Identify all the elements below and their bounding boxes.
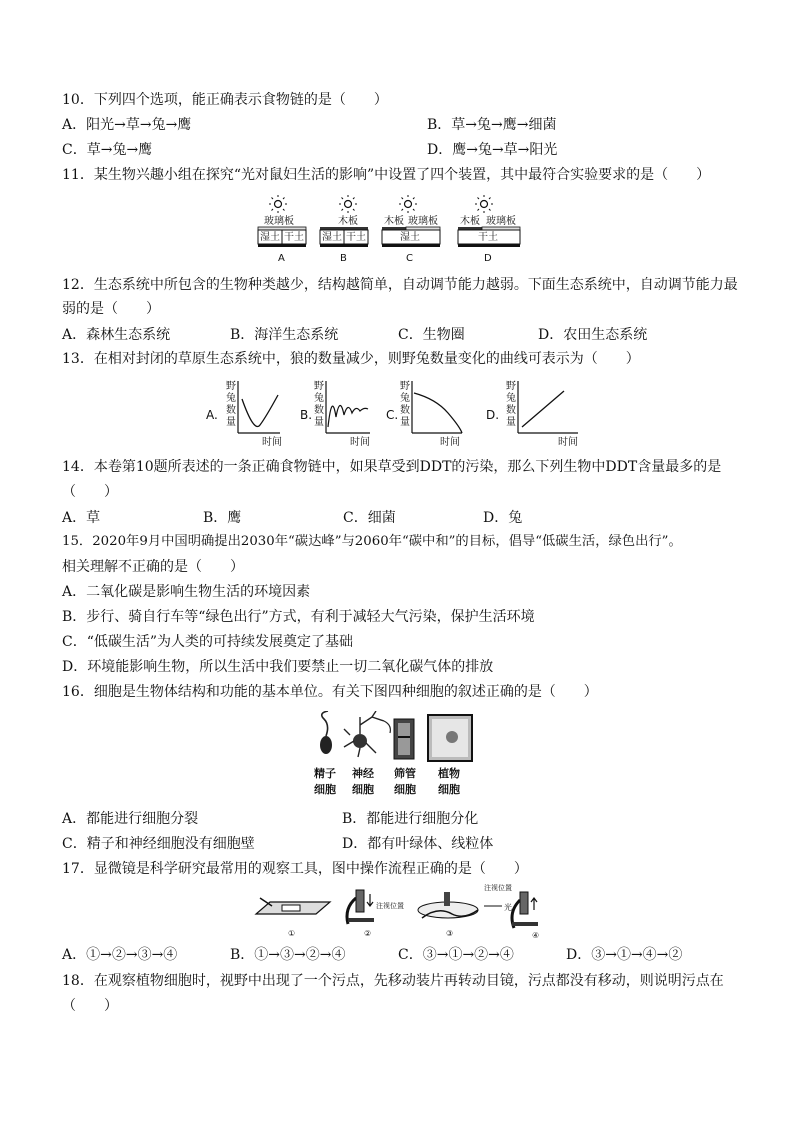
- q14-option-c: C．细菌: [343, 510, 396, 526]
- q16-stem: 16．细胞是生物体结构和功能的基本单位。有关下图四种细胞的叙述正确的是（ ）: [62, 684, 598, 700]
- svg-text:干土: 干土: [284, 232, 304, 243]
- q15-option-d: D．环境能影响生物，所以生活中我们要禁止一切二氧化碳气体的排放: [62, 659, 494, 675]
- q10-stem: 10．下列四个选项，能正确表示食物链的是（ ）: [62, 92, 388, 108]
- svg-text:时间: 时间: [262, 437, 282, 448]
- svg-text:玻璃板: 玻璃板: [486, 216, 516, 227]
- plant-cell-image: [428, 715, 472, 761]
- curve-c: [414, 393, 462, 433]
- q12-stem-line1: 12．生态系统中所包含的生物种类越少，结构越简单，自动调节能力越弱。下面生态系统中，自动调节能力最: [62, 277, 738, 293]
- svg-text:时间: 时间: [440, 437, 460, 448]
- step3-light-image: [418, 892, 512, 938]
- q15-option-c: C．“低碳生活”为人类的可持续发展奠定了基础: [62, 634, 354, 650]
- q10-option-c: C．草→兔→鹰: [62, 142, 153, 158]
- svg-text:兔: 兔: [506, 393, 516, 404]
- svg-text:精子: 精子: [314, 767, 336, 780]
- q17-stem: 17．显微镜是科学研究最常用的观察工具，图中操作流程正确的是（ ）: [62, 861, 528, 877]
- q16-option-c: C．精子和神经细胞没有细胞壁: [62, 836, 255, 852]
- device-a: [258, 195, 306, 264]
- step4-microscope-image: [484, 884, 539, 940]
- graph-b: [300, 380, 370, 448]
- svg-text:④: ④: [532, 931, 540, 940]
- svg-text:兔: 兔: [400, 393, 410, 404]
- graph-d: [486, 380, 578, 448]
- q16-figure: [314, 711, 484, 801]
- curve-d: [522, 391, 564, 427]
- device-c: [382, 195, 440, 264]
- q18-stem-line1: 18．在观察植物细胞时，视野中出现了一个污点，先移动装片再转动目镜，污点都没有移动，则说明污点在: [62, 973, 724, 989]
- q14-option-a: A．草: [62, 510, 101, 526]
- q11-stem: 11．某生物兴趣小组在探究“光对鼠妇生活的影响”中设置了四个装置，其中最符合实验要求的是（ ）: [62, 167, 711, 183]
- svg-text:C: C: [406, 253, 413, 264]
- svg-text:时间: 时间: [558, 437, 578, 448]
- svg-text:湿土: 湿土: [400, 232, 420, 243]
- curve-b: [328, 405, 368, 427]
- svg-text:细胞: 细胞: [314, 783, 336, 796]
- sperm-cell-image: [320, 711, 332, 754]
- svg-text:注视位置: 注视位置: [376, 902, 404, 910]
- svg-text:②: ②: [364, 929, 372, 938]
- svg-text:植物: 植物: [438, 767, 460, 780]
- q14-stem-line2: （ ）: [62, 484, 118, 500]
- svg-text:A: A: [278, 253, 285, 264]
- q17-figure: [252, 884, 552, 942]
- svg-text:细胞: 细胞: [438, 783, 460, 796]
- q12-option-b: B．海洋生态系统: [230, 327, 339, 343]
- svg-text:兔: 兔: [226, 393, 236, 404]
- graph-a: [206, 380, 282, 448]
- svg-text:筛管: 筛管: [394, 767, 416, 780]
- graph-c: [386, 380, 462, 448]
- svg-text:野: 野: [314, 381, 324, 392]
- sun-icon: [345, 201, 352, 208]
- q10-option-a: A．阳光→草→兔→鹰: [62, 117, 192, 133]
- svg-text:湿土: 湿土: [260, 232, 280, 243]
- svg-text:①: ①: [288, 929, 296, 938]
- svg-text:数: 数: [226, 405, 236, 416]
- svg-text:D: D: [484, 253, 492, 264]
- svg-text:D.: D.: [486, 408, 500, 422]
- sieve-tube-image: [394, 719, 414, 759]
- svg-text:数: 数: [400, 405, 410, 416]
- svg-text:量: 量: [506, 417, 516, 428]
- q12-option-a: A．森林生态系统: [62, 327, 171, 343]
- svg-text:量: 量: [226, 417, 236, 428]
- svg-text:兔: 兔: [314, 393, 324, 404]
- svg-text:木板: 木板: [384, 216, 404, 227]
- q11-figure: [252, 194, 542, 266]
- q16-option-d: D．都有叶绿体、线粒体: [342, 836, 494, 852]
- sun-icon: [481, 201, 488, 208]
- svg-text:细胞: 细胞: [394, 783, 416, 796]
- device-b: [320, 195, 368, 264]
- q14-option-b: B．鹰: [203, 510, 242, 526]
- label-top: 玻璃板: [264, 216, 294, 227]
- svg-text:木板: 木板: [338, 216, 358, 227]
- svg-text:神经: 神经: [352, 767, 374, 780]
- svg-text:湿土: 湿土: [322, 232, 342, 243]
- q14-stem-line1: 14．本卷第10题所表述的一条正确食物链中，如果草受到DDT的污染，那么下列生物中DDT含量最多的是: [62, 459, 722, 475]
- svg-text:量: 量: [400, 417, 410, 428]
- step1-slide-image: [256, 898, 330, 938]
- svg-text:野: 野: [226, 381, 236, 392]
- svg-text:野: 野: [506, 381, 516, 392]
- q15-stem-line1: 15．2020年9月中国明确提出2030年“碳达峰”与2060年“碳中和”的目标，倡导“低碳生活，绿色出行”。: [62, 534, 682, 549]
- svg-text:干土: 干土: [478, 232, 498, 243]
- svg-text:时间: 时间: [350, 437, 370, 448]
- svg-text:数: 数: [314, 405, 324, 416]
- q15-option-b: B．步行、骑自行车等“绿色出行”方式，有利于减轻大气污染，保护生活环境: [62, 609, 535, 625]
- svg-text:C.: C.: [386, 408, 399, 422]
- q13-graphs: [200, 377, 600, 449]
- svg-text:量: 量: [314, 417, 324, 428]
- q14-option-d: D．兔: [483, 510, 523, 526]
- q10-option-d: D．鹰→兔→草→阳光: [427, 142, 558, 158]
- svg-text:光: 光: [504, 903, 512, 912]
- q16-option-a: A．都能进行细胞分裂: [62, 811, 199, 827]
- svg-text:注视位置: 注视位置: [484, 884, 512, 892]
- q16-option-b: B．都能进行细胞分化: [342, 811, 479, 827]
- curve-a: [242, 395, 278, 427]
- q15-stem-line2: 相关理解不正确的是（ ）: [62, 559, 244, 575]
- q18-stem-line2: （ ）: [62, 998, 118, 1014]
- q17-option-a: A．①→②→③→④: [62, 947, 178, 963]
- device-d: [458, 195, 520, 264]
- q17-option-c: C．③→①→②→④: [398, 947, 514, 963]
- svg-text:数: 数: [506, 405, 516, 416]
- step2-microscope-image: [347, 890, 404, 938]
- svg-text:B.: B.: [300, 408, 313, 422]
- svg-text:A.: A.: [206, 408, 218, 422]
- q12-option-d: D．农田生态系统: [538, 327, 648, 343]
- svg-text:细胞: 细胞: [352, 783, 374, 796]
- neuron-image: [344, 711, 390, 757]
- sun-icon: [275, 201, 282, 208]
- svg-text:玻璃板: 玻璃板: [408, 216, 438, 227]
- q12-stem-line2: 弱的是（ ）: [62, 301, 160, 317]
- q13-stem: 13．在相对封闭的草原生态系统中，狼的数量减少，则野兔数量变化的曲线可表示为（ ）: [62, 351, 640, 367]
- svg-text:③: ③: [446, 929, 454, 938]
- svg-text:木板: 木板: [460, 216, 480, 227]
- sun-icon: [405, 201, 412, 208]
- svg-text:干土: 干土: [346, 232, 366, 243]
- q10-option-b: B．草→兔→鹰→细菌: [427, 117, 557, 133]
- svg-text:野: 野: [400, 381, 410, 392]
- q12-option-c: C．生物圈: [398, 327, 465, 343]
- q17-option-b: B．①→③→②→④: [230, 947, 346, 963]
- svg-text:B: B: [340, 253, 347, 264]
- q15-option-a: A．二氧化碳是影响生物生活的环境因素: [62, 584, 311, 600]
- q17-option-d: D．③→①→④→②: [566, 947, 683, 963]
